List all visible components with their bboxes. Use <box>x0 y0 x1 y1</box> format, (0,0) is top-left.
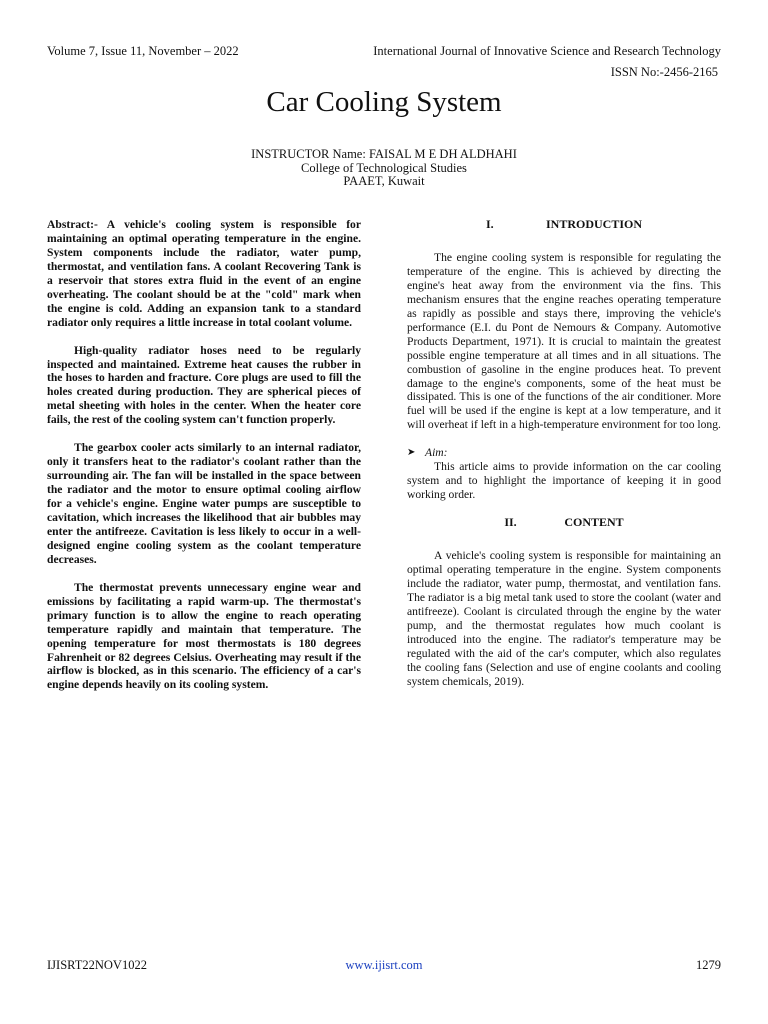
section-title: CONTENT <box>564 515 624 530</box>
aim-heading <box>407 446 721 460</box>
section-number: II. <box>504 515 517 530</box>
abstract-paragraph: The gearbox cooler acts similarly to an internal radiator, only it transfers heat to the radiator's coolant rather than the surrounding air. The fan will be installed in the space between the radiator and the motor to ensure optimal cooling airflow for a vehicle's engine. Engine water pumps are susceptible to cavitation, which increases the likelihood that air bubbles may enter the antifreeze. Cavitation is less likely to occur in a well-designed engine cooling system as the coolant temperature decreases. <box>47 441 361 566</box>
introduction-text: The engine cooling system is responsible for regulating the temperature of the engine. This is achieved by directing the engine's heat away from the environment via the fins. This mechanism ensures that the engine reaches operating temperature as rapidly as possible and stays there, improving the vehicle's performance (E.I. du Pont de Nemours & Company. Automotive Products Department, 1971). It is crucial to maintain the greatest possible engine temperature at all times and in all situations. The combustion of gasoline in the engine produces heat. To prevent damage to the engine's components, some of the heat must be dissipated. This is one of the functions of the air conditioner. More fuel will be used if the engine is kept at a low temperature, and it will overheat if left in a high-temperature environment for too long. <box>407 250 721 432</box>
content-heading <box>407 516 721 530</box>
volume-info: Volume 7, Issue 11, November – 2022 <box>47 44 239 58</box>
instructor-name: INSTRUCTOR Name: FAISAL M E DH ALDHAHI <box>251 147 517 161</box>
body-column <box>407 218 721 702</box>
section-number: I. <box>485 217 494 231</box>
introduction-heading <box>407 218 721 232</box>
arrow-bullet-icon: ➤ <box>407 447 416 459</box>
page-number: 1279 <box>696 958 721 972</box>
abstract-paragraph: Abstract:- A vehicle's cooling system is responsible for maintaining an optimal operating temperature in the engine. System components include the radiator, water pump, thermostat, and ventilation fans. A coolant Recovering Tank is a reservoir that stores extra fluid in the event of an engine overheating. The coolant should be at the "cold" mark when the engine is cold. Adding an expansion tank to a standard radiator only requires a little increase in total coolant volume. <box>47 218 361 329</box>
abstract-paragraph: The thermostat prevents unnecessary engine wear and emissions by facilitating a rapid warm-up. The thermostat's primary function is to allow the engine to reach operating temperature rapidly and maintain that temperature. The opening temperature for most thermostats is 180 degrees Fahrenheit or 82 degrees Celsius. Overheating may result if the airflow is blocked, as in this scenario. The efficiency of a car's engine depends heavily on its cooling system. <box>47 580 361 692</box>
section-title: INTRODUCTION <box>545 217 642 231</box>
issn: ISSN No:-2456-2165 <box>610 65 718 79</box>
aim-label: Aim: <box>425 446 448 460</box>
location: PAAET, Kuwait <box>343 174 425 188</box>
aim-text: This article aims to provide information on the car cooling system and to highlight the importance of keeping it in good working order. <box>407 460 721 502</box>
journal-name: International Journal of Innovative Science and Research Technology <box>373 44 721 58</box>
abstract-paragraph: High-quality radiator hoses need to be regularly inspected and maintained. Extreme heat causes the rubber in the hoses to harden and fracture. Core plugs are used to fill the holes created during production. They are spherical pieces of metal sheeting with holes in the center. When the heater core fails, the rest of the cooling system can't function properly. <box>47 343 361 427</box>
paper-title: Car Cooling System <box>266 86 502 118</box>
content-text: A vehicle's cooling system is responsible for maintaining an optimal operating temperature in the engine. System components include the radiator, water pump, thermostat, and ventilation fans. The radiator is a big metal tank used to store the coolant (water and antifreeze). Coolant is circulated through the engine by the water pump, and the thermostat regulates how much coolant is introduced into the engine. The radiator's temperature may be regulated with the aid of the car's computer, which also regulates the cooling fans (Selection and use of engine coolants and cooling system chemicals, 2019). <box>407 548 721 688</box>
paper-code: IJISRT22NOV1022 <box>47 958 147 972</box>
abstract-column <box>47 218 361 706</box>
author-block <box>0 148 768 189</box>
website-link[interactable]: www.ijisrt.com <box>345 958 423 972</box>
affiliation: College of Technological Studies <box>301 160 467 175</box>
